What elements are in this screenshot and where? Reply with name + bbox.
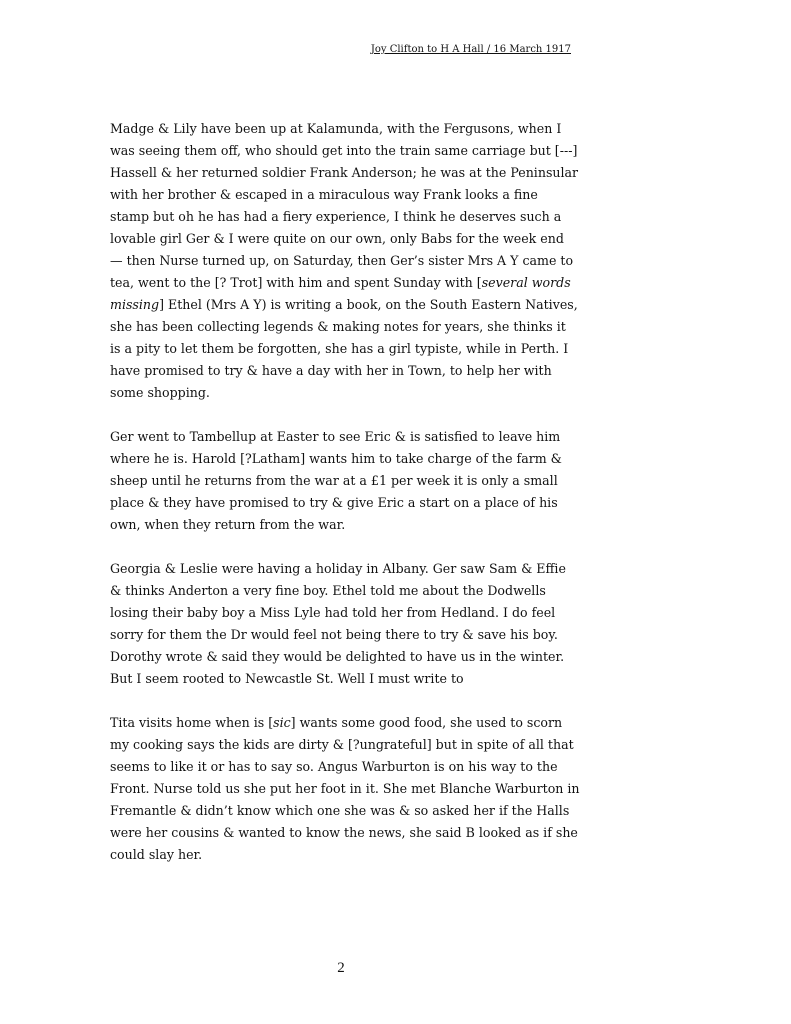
paragraph-1 [110, 118, 580, 404]
editorial-note: sic [273, 715, 291, 730]
text-run: Madge & Lily have been up at Kalamunda, with the Fergusons, when I was seeing them off, who should get into the train same carriage but [---] Hassell & her returned soldier Frank Anderson; he was at the Peninsular with her brother & escaped in a miraculous way Frank looks a fine stamp but oh he has had a fiery experience, I think he deserves such a lovable girl Ger & I were quite on our own, only Babs for the week end — then Nurse turned up, on Saturday, then Ger’s sister Mrs A Y came to tea, went to the [? Trot] with him and spent Sunday with [ [110, 121, 579, 290]
text-run: ] Ethel (Mrs A Y) is writing a book, on the South Eastern Natives, she has been collecting legends & making notes for years, she thinks it is a pity to let them be forgotten, she has a girl typiste, while in Perth. I have promised to try & have a day with her in Town, to help her with some shopping. [110, 297, 578, 400]
paragraph-3 [110, 558, 580, 690]
editorial-note: several words missing [110, 275, 571, 312]
page-number: 2 [337, 960, 345, 976]
letter-body [110, 118, 580, 888]
text-run: Georgia & Leslie were having a holiday in Albany. Ger saw Sam & Effie & thinks Anderton a very fine boy. Ethel told me about the Dodwells losing their baby boy a Miss Lyle had told her from Hedland. I do feel sorry for them the Dr would feel not being there to try & save his boy. Dorothy wrote & said they would be delighted to have us in the winter. But I seem rooted to Newcastle St. Well I must write to [110, 561, 566, 686]
running-header: Joy Clifton to H A Hall / 16 March 1917 [370, 44, 571, 55]
paragraph-4 [110, 712, 580, 866]
text-run: Ger went to Tambellup at Easter to see Eric & is satisfied to leave him where he is. Harold [?Latham] wants him to take charge of the farm & sheep until he returns from the war at a £1 per week it is only a small place & they have promised to try & give Eric a start on a place of his own, when they return from the war. [110, 429, 562, 532]
paragraph-2 [110, 426, 580, 536]
text-run: Tita visits home when is [ [110, 715, 274, 730]
text-run: ] wants some good food, she used to scorn my cooking says the kids are dirty & [?ungrateful] but in spite of all that seems to like it or has to say so. Angus Warburton is on his way to the Front. Nurse told us she put her foot in it. She met Blanche Warburton in Fremantle & didn’t know which one she was & so asked her if the Halls were her cousins & wanted to know the news, she said B looked as if she could slay her. [110, 715, 580, 862]
